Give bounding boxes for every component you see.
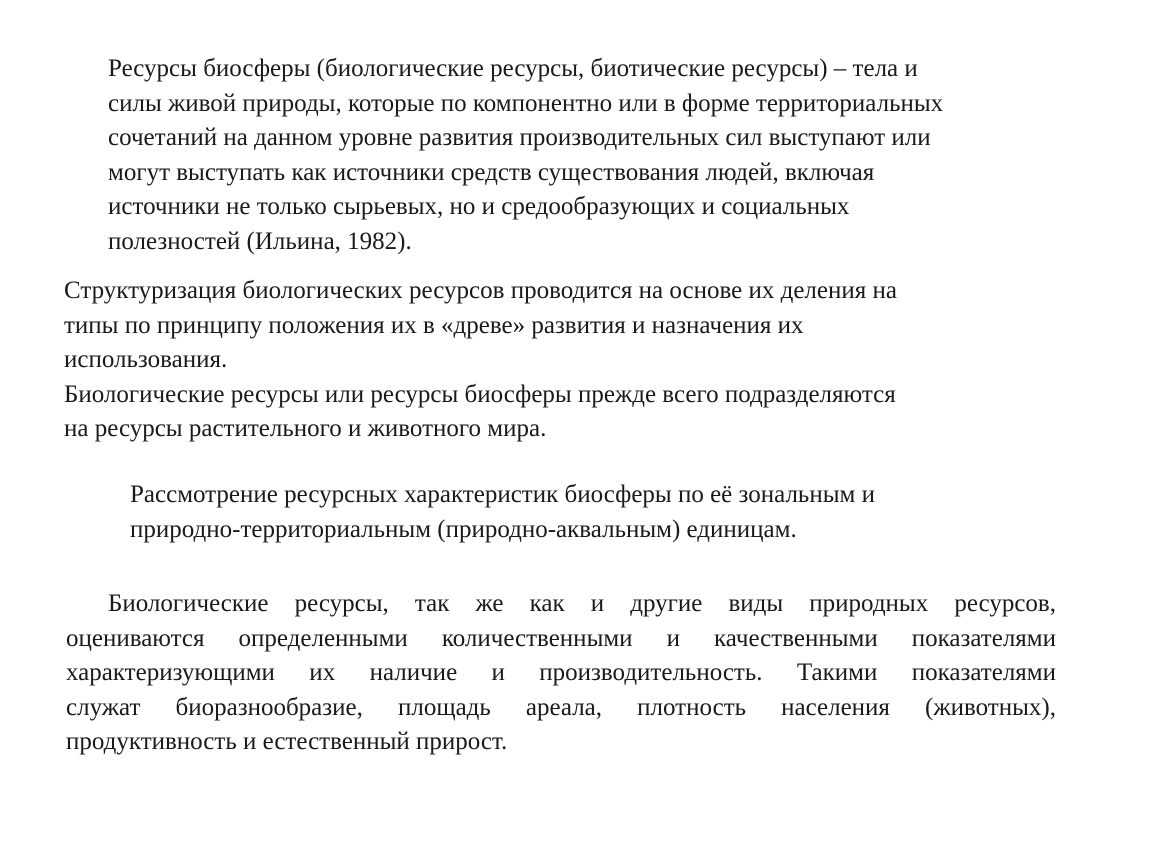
text-line: Биологические ресурсы, так же как и другие виды природных ресурсов, [108,590,1056,617]
text-line: полезностей (Ильина, 1982). [108,227,412,255]
text-line: типы по принципу положения их в «древе» развития и назначения их [64,311,804,339]
structuring-paragraph [64,274,897,447]
text-line: могут выступать как источники средств существования людей, включая [108,158,875,186]
definition-paragraph [108,52,943,260]
text-line: на ресурсы растительного и животного мира. [64,415,547,443]
text-line: Структуризация биологических ресурсов проводится на основе их деления на [64,277,897,304]
text-line: источники не только сырьевых, но и средообразующих и социальных [108,193,850,221]
text-line: силы живой природы, которые по компонентно или в форме территориальных [108,89,944,117]
text-line: Ресурсы биосферы (биологические ресурсы, биотические ресурсы) – тела и [108,55,918,82]
text-line: оцениваются определенными количественными и качественными показателями [66,624,1056,652]
text-line: природно-территориальным (природно-аквальным) единицам. [130,515,797,543]
text-line: использования. [64,346,228,374]
indicators-paragraph [66,587,1056,760]
text-line: служат биоразнообразие, площадь ареала, плотность населения (животных), [66,693,1056,721]
text-line: продуктивность и естественный прирост. [66,728,508,756]
zonal-paragraph [130,478,875,547]
text-line: сочетаний на данном уровне развития производительных сил выступают или [108,124,931,152]
text-line: Рассмотрение ресурсных характеристик биосферы по её зональным и [130,481,875,508]
text-line: Биологические ресурсы или ресурсы биосферы прежде всего подразделяются [64,380,896,408]
text-line: характеризующими их наличие и производительность. Такими показателями [66,659,1056,687]
